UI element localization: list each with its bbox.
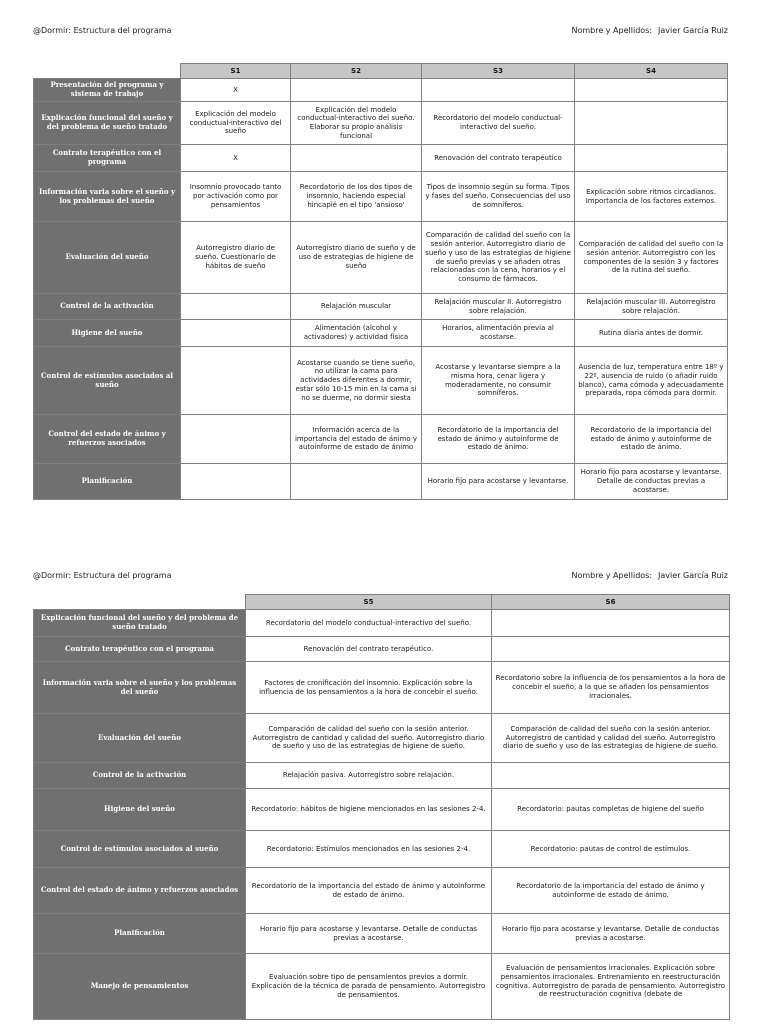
- row-header: Información varia sobre el sueño y los problemas del sueño: [34, 662, 246, 714]
- table-row: [34, 662, 730, 714]
- table-cell: Rutina diaria antes de dormir.: [575, 320, 728, 347]
- table-corner: [34, 64, 181, 79]
- table-cell: X: [181, 79, 291, 102]
- table-cell: Acostarse cuando se tiene sueño, no utilizar la cama para actividades diferentes a dormir, estar sólo 10-15 min en la cama si no se duerme, no dormir siesta: [291, 347, 422, 415]
- table-cell: Comparación de calidad del sueño con la sesión anterior. Autorregistro diario de sueño y uso de las estrategias de higiene de sueño previas y se añaden otras relacionadas con la cena, horarios y el consumo de fármacos.: [422, 222, 575, 294]
- name-label: Nombre y Apellidos:: [571, 26, 653, 35]
- row-header: Planificación: [34, 914, 246, 954]
- row-header: Explicación funcional del sueño y del problema de sueño tratado: [34, 102, 181, 145]
- table-cell: Acostarse y levantarse siempre a la misma hora, cenar ligera y moderadamente, no consumir somníferos.: [422, 347, 575, 415]
- row-header: Control de estímulos asociados al sueño: [34, 347, 181, 415]
- name-value: Javier García Ruiz: [658, 26, 728, 35]
- table-cell: Comparación de calidad del sueño con la sesión anterior. Autorregistro con los componentes de la sesión 3 y factores de la rutina del sueño.: [575, 222, 728, 294]
- table-row: [34, 954, 730, 1020]
- table-cell: [492, 763, 730, 789]
- row-header: Evaluación del sueño: [34, 714, 246, 763]
- table-cell: Explicación del modelo conductual-interactivo del sueño: [181, 102, 291, 145]
- table-row: [34, 868, 730, 914]
- table-cell: Recordatorio de los dos tipos de insomnio, haciendo especial hincapié en el tipo 'ansioso': [291, 172, 422, 222]
- document-page-2: [0, 545, 768, 1024]
- table-cell: Recordatorio: pautas completas de higiene del sueño: [492, 789, 730, 831]
- table-cell: Tipos de insomnio según su forma. Tipos y fases del sueño. Consecuencias del uso de somníferos.: [422, 172, 575, 222]
- table-cell: Comparación de calidad del sueño con la sesión anterior. Autorregistro de cantidad y calidad del sueño. Autorregistro diario de sueño y uso de las estrategias de higiene de sueño.: [246, 714, 492, 763]
- table-cell: Relajación pasiva. Autorregistro sobre relajación.: [246, 763, 492, 789]
- table-row: [34, 637, 730, 662]
- table-cell: Autorregistro diario de sueño y de uso de estrategias de higiene de sueño: [291, 222, 422, 294]
- table-row: [34, 464, 728, 500]
- row-header: Explicación funcional del sueño y del problema de sueño tratado: [34, 610, 246, 637]
- table-cell: Recordatorio del modelo conductual-interactivo del sueño.: [422, 102, 575, 145]
- program-table-sessions-5-6: [33, 594, 730, 1020]
- table-row: [34, 79, 728, 102]
- table-cell: Evaluación de pensamientos irracionales. Explicación sobre pensamientos irracionales. Entrenamiento en reestructuración cognitiva. Autorregistro de parada de pensamiento. Autorregistro de reestructuración cognitiva (debate de: [492, 954, 730, 1020]
- table-cell: [291, 464, 422, 500]
- row-header: Control del estado de ánimo y refuerzos asociados: [34, 415, 181, 464]
- table-cell: Relajación muscular: [291, 294, 422, 320]
- row-header: Planificación: [34, 464, 181, 500]
- table-row: [34, 763, 730, 789]
- table-cell: [181, 415, 291, 464]
- table-cell: Recordatorio de la importancia del estado de ánimo y autoinforme de estado de ánimo.: [422, 415, 575, 464]
- table-row: [34, 415, 728, 464]
- table-row: [34, 294, 728, 320]
- name-block: [571, 26, 728, 35]
- table-row: [34, 789, 730, 831]
- table-cell: Horario fijo para acostarse y levantarse. Detalle de conductas previas a acostarse.: [246, 914, 492, 954]
- row-header: Control del estado de ánimo y refuerzos asociados: [34, 868, 246, 914]
- row-header: Higiene del sueño: [34, 789, 246, 831]
- column-header-s4: S4: [575, 64, 728, 79]
- program-table-sessions-1-4: [33, 63, 728, 500]
- name-label: Nombre y Apellidos:: [571, 571, 653, 580]
- table-row: [34, 145, 728, 172]
- table-cell: Evaluación sobre tipo de pensamientos previos a dormir. Explicación de la técnica de parada de pensamiento. Autorregistro de pensamientos.: [246, 954, 492, 1020]
- row-header: Higiene del sueño: [34, 320, 181, 347]
- table-cell: Recordatorio: hábitos de higiene mencionados en las sesiones 2-4.: [246, 789, 492, 831]
- table-cell: Explicación sobre ritmos circadianos. Importancia de los factores externos.: [575, 172, 728, 222]
- table-cell: Recordatorio de la importancia del estado de ánimo y autoinforme de estado de ánimo.: [492, 868, 730, 914]
- table-cell: Relajación muscular II. Autorregistro sobre relajación.: [422, 294, 575, 320]
- table-cell: [575, 79, 728, 102]
- table-cell: Horario fijo para acostarse y levantarse. Detalle de conductas previas a acostarse.: [492, 914, 730, 954]
- table-cell: Información acerca de la importancia del estado de ánimo y autoinforme de estado de ánimo: [291, 415, 422, 464]
- table-cell: [492, 637, 730, 662]
- column-header-s5: S5: [246, 595, 492, 610]
- column-header-s2: S2: [291, 64, 422, 79]
- table-cell: Recordatorio de la importancia del estado de ánimo y autoinforme de estado de ánimo.: [575, 415, 728, 464]
- table-cell: [181, 347, 291, 415]
- table-cell: Recordatorio del modelo conductual-interactivo del sueño.: [246, 610, 492, 637]
- table-row: [34, 831, 730, 868]
- name-block: [571, 571, 728, 580]
- table-cell: Recordatorio: Estímulos mencionados en las sesiones 2-4.: [246, 831, 492, 868]
- row-header: Presentación del programa y sistema de trabajo: [34, 79, 181, 102]
- table-header-row: [34, 64, 728, 79]
- table-row: [34, 714, 730, 763]
- row-header: Control de estímulos asociados al sueño: [34, 831, 246, 868]
- table-cell: [291, 145, 422, 172]
- table-cell: Recordatorio: pautas de control de estímulos.: [492, 831, 730, 868]
- table-cell: Renovación del contrato terapéutico: [422, 145, 575, 172]
- row-header: Contrato terapéutico con el programa: [34, 145, 181, 172]
- table-cell: [575, 102, 728, 145]
- table-cell: Insomnio provocado tanto por activación como por pensamientos: [181, 172, 291, 222]
- table-cell: [181, 320, 291, 347]
- table-row: [34, 172, 728, 222]
- table-cell: [492, 610, 730, 637]
- table-cell: [422, 79, 575, 102]
- row-header: Manejo de pensamientos: [34, 954, 246, 1020]
- table-row: [34, 320, 728, 347]
- table-cell: Horario fijo para acostarse y levantarse. Detalle de conductas previas a acostarse.: [575, 464, 728, 500]
- table-cell: Renovación del contrato terapéutico.: [246, 637, 492, 662]
- table-row: [34, 222, 728, 294]
- table-header-row: [34, 595, 730, 610]
- table-cell: Recordatorio de la importancia del estado de ánimo y autoinforme de estado de ánimo.: [246, 868, 492, 914]
- table-cell: Relajación muscular III. Autorregistro sobre relajación.: [575, 294, 728, 320]
- table-corner: [34, 595, 246, 610]
- row-header: Información varia sobre el sueño y los problemas del sueño: [34, 172, 181, 222]
- document-title: @Dormir: Estructura del programa: [33, 26, 172, 35]
- table-cell: Explicación del modelo conductual-interactivo del sueño. Elaborar su propio análisis funcional: [291, 102, 422, 145]
- table-cell: Factores de cronificación del insomnio. Explicación sobre la influencia de los pensamientos a la hora de concebir el sueño.: [246, 662, 492, 714]
- table-cell: Comparación de calidad del sueño con la sesión anterior. Autorregistro de cantidad y calidad del sueño. Autorregistro diario de sueño y uso de las estrategias de higiene de sueño.: [492, 714, 730, 763]
- name-value: Javier García Ruiz: [658, 571, 728, 580]
- table-row: [34, 610, 730, 637]
- table-row: [34, 347, 728, 415]
- table-row: [34, 102, 728, 145]
- table-cell: X: [181, 145, 291, 172]
- table-cell: Horarios, alimentación previa al acostarse.: [422, 320, 575, 347]
- table-cell: [291, 79, 422, 102]
- row-header: Control de la activación: [34, 294, 181, 320]
- row-header: Control de la activación: [34, 763, 246, 789]
- document-title: @Dormir: Estructura del programa: [33, 571, 172, 580]
- row-header: Evaluación del sueño: [34, 222, 181, 294]
- column-header-s3: S3: [422, 64, 575, 79]
- table-cell: Horario fijo para acostarse y levantarse.: [422, 464, 575, 500]
- column-header-s1: S1: [181, 64, 291, 79]
- table-cell: [181, 294, 291, 320]
- column-header-s6: S6: [492, 595, 730, 610]
- table-cell: Autorregistro diario de sueño. Cuestionario de hábitos de sueño: [181, 222, 291, 294]
- table-cell: [575, 145, 728, 172]
- table-cell: Alimentación (alcohol y activadores) y actividad física: [291, 320, 422, 347]
- row-header: Contrato terapéutico con el programa: [34, 637, 246, 662]
- table-cell: Recordatorio sobre la influencia de los pensamientos a la hora de concebir el sueño, a la que se añaden los pensamientos irracionales.: [492, 662, 730, 714]
- table-row: [34, 914, 730, 954]
- table-cell: [181, 464, 291, 500]
- table-cell: Ausencia de luz, temperatura entre 18º y 22º, ausencia de ruido (o añadir ruido blanco), cama cómoda y adecuadamente preparada, ropa cómoda para dormir.: [575, 347, 728, 415]
